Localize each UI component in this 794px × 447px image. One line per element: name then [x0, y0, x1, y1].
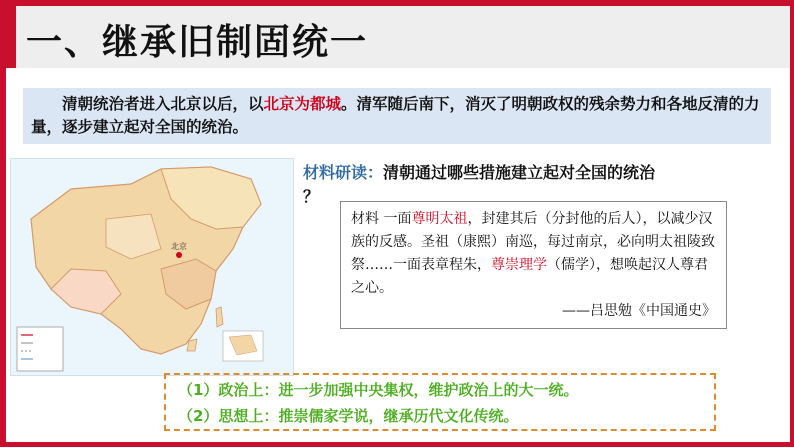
research-question-mark: ？ [303, 187, 320, 206]
intro-paragraph [23, 88, 771, 144]
research-question: 清朝通过哪些措施建立起对全国的统治 [383, 163, 656, 182]
intro-text-before: 清朝统治者进入北京以后，以 [62, 95, 264, 113]
title-accent [6, 6, 16, 68]
conclusion-political: （1）政治上：进一步加强中央集权，维护政治上的大一统。 [178, 381, 579, 399]
material-highlight-1: 尊明太祖 [411, 211, 468, 227]
material-text-1: 材料 一面 [351, 211, 412, 227]
intro-text-after: 。清军随后南下，消灭了明朝政权的残余势力和各地反清的力量，逐步建立起对全国的统治。 [31, 95, 760, 136]
bottom-frame-border [0, 442, 794, 447]
research-label: 材料研读： [303, 163, 384, 182]
material-text-3: （儒学），想唤起汉人尊君之心。 [351, 257, 708, 296]
slide-title: 一、继承旧制固统一 [26, 21, 369, 63]
map-label-beijing: 北京 [171, 242, 187, 251]
intro-highlight: 北京为都城 [263, 95, 342, 113]
right-frame-border [790, 0, 794, 447]
material-text-2: ，封建其后（分封他的后人），以减少汉族的反感。圣祖（康熙）南巡，每过南京，必向明太祖陵致祭……一面表章程朱， [351, 211, 715, 273]
qing-map-image [10, 158, 294, 376]
map-graphic [11, 159, 294, 376]
material-highlight-2: 尊崇理学 [491, 257, 547, 273]
conclusion-ideological: （2）思想上：推崇儒家学说，继承历代文化传统。 [178, 407, 519, 425]
material-box [340, 201, 727, 329]
research-heading [303, 160, 655, 183]
conclusion-box [164, 373, 716, 431]
material-citation: ——吕思勉《中国通史》 [562, 303, 716, 319]
